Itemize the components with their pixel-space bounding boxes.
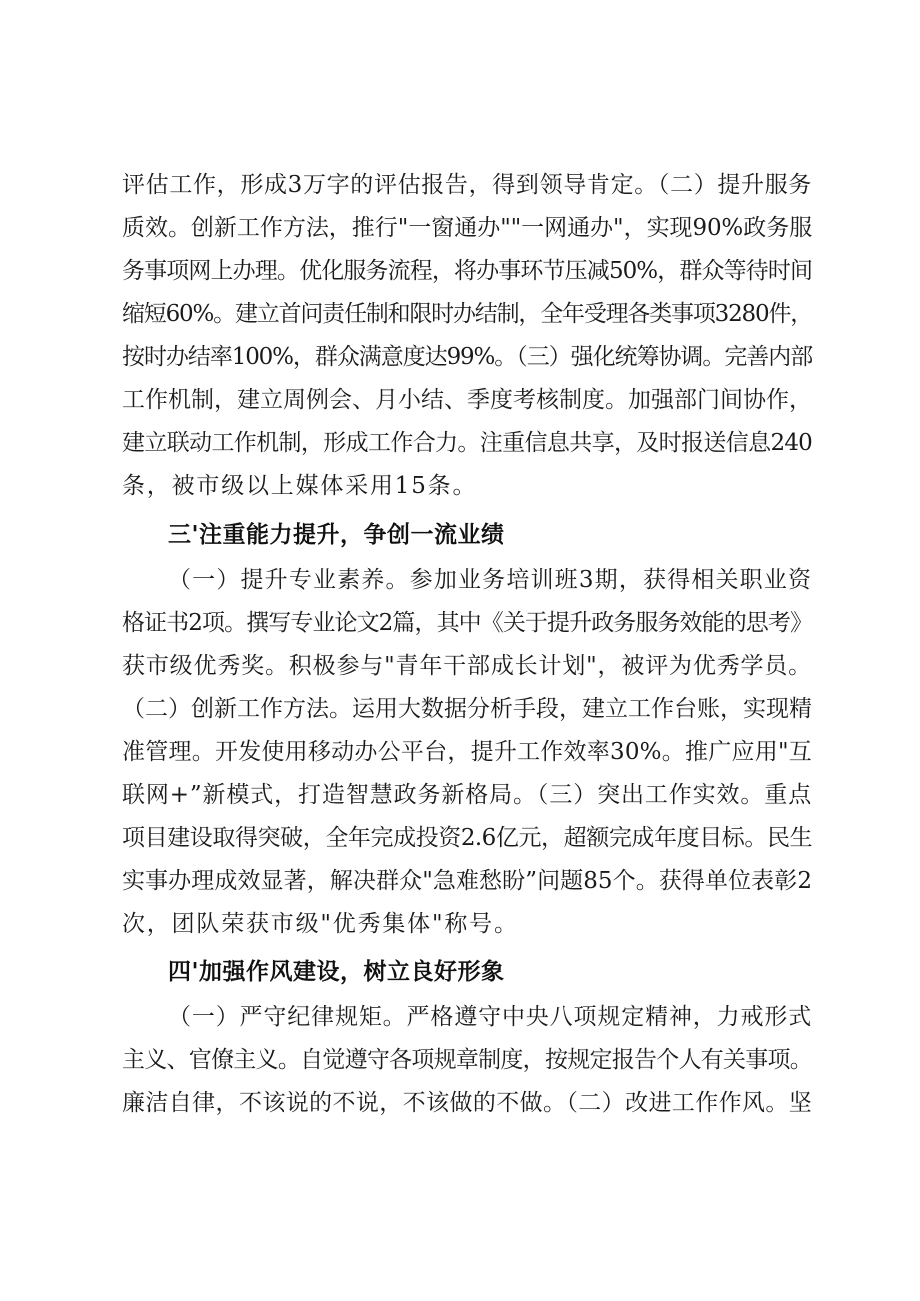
text-line: 格证书2项。撰写专业论文2篇，其中《关于提升政务服务效能的思考》 [122, 610, 812, 636]
text-line: 条，被市级以上媒体采用15条。 [122, 473, 478, 499]
text-line: 准管理。开发使用移动办公平台，提升工作效率30%。推广应用"互 [122, 739, 812, 765]
text-line: 缩短60%。建立首问责任制和限时办结制，全年受理各类事项3280件， [122, 301, 812, 327]
text-line: 建立联动工作机制，形成工作合力。注重信息共享，及时报送信息240 [122, 430, 812, 456]
text-line: 项目建设取得突破，全年完成投资2.6亿元，超额完成年度目标。民生 [122, 825, 812, 851]
text-line: 联网+”新模式，打造智慧政务新格局。（三）突出工作实效。重点 [122, 782, 812, 808]
text-line: 主义、官僚主义。自觉遵守各项规章制度，按规定报告个人有关事项。 [122, 1047, 812, 1073]
text-line: （一）提升专业素养。参加业务培训班3期，获得相关职业资 [168, 567, 812, 593]
text-line: 获市级优秀奖。积极参与"青年干部成长计划"，被评为优秀学员。 [122, 653, 812, 679]
text-line: （二）创新工作方法。运用大数据分析手段，建立工作台账，实现精 [122, 696, 812, 722]
section-heading-4: 四'加强作风建设，树立良好形象 [168, 959, 505, 985]
text-line: 评估工作，形成3万字的评估报告，得到领导肯定。（二）提升服务 [122, 172, 812, 198]
text-line: 按时办结率100%，群众满意度达99%。（三）强化统筹协调。完善内部 [122, 344, 812, 370]
text-line: 廉洁自律，不该说的不说，不该做的不做。（二）改进工作作风。坚 [122, 1090, 812, 1116]
section-heading-3: 三'注重能力提升，争创一流业绩 [168, 522, 505, 548]
text-line: （一）严守纪律规矩。严格遵守中央八项规定精神，力戒形式 [168, 1004, 812, 1030]
text-line: 质效。创新工作方法，推行"一窗通办""一网通办"，实现90%政务服 [122, 215, 812, 241]
text-line: 务事项网上办理。优化服务流程，将办事环节压减50%，群众等待时间 [122, 258, 812, 284]
text-line: 实事办理成效显著，解决群众"急难愁盼”问题85个。获得单位表彰2 [122, 868, 812, 894]
text-line: 工作机制，建立周例会、月小结、季度考核制度。加强部门间协作， [122, 387, 812, 413]
text-line: 次，团队荣获市级"优秀集体"称号。 [122, 911, 519, 937]
